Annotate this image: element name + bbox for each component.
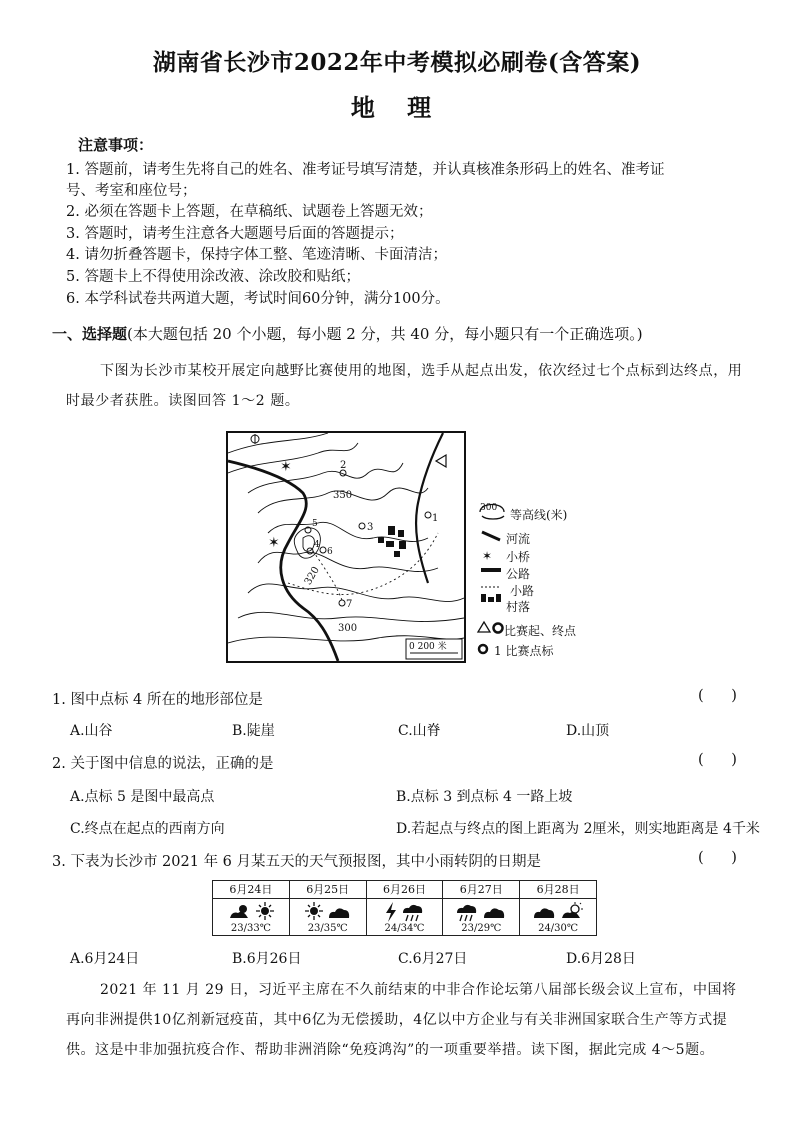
- checkpoint-5: 5: [312, 519, 318, 529]
- legend-bridge: 小桥: [506, 550, 531, 564]
- cloud-icon: [482, 902, 506, 920]
- q1-option-a: A.山谷: [70, 723, 113, 739]
- weather-temp: 23/35℃: [307, 923, 348, 934]
- notice-item: 6. 本学科试卷共两道大题，考试时间60分钟，满分100分。: [66, 291, 450, 307]
- question-intro-2: 2021 年 11 月 29 日，习近平主席在不久前结束的中非合作论坛第八届部长级会议上宣布，中国将再向非洲提供10亿剂新冠疫苗，其中6亿为无偿援助，4亿以中方企业与有关非洲国家联合生产等方式提供。这是中非加强抗疫合作、帮助非洲消除“免疫鸿沟”的一项重要举措。读下图，据此完成 4～5题。: [66, 982, 737, 1058]
- q3-option-a: A.6月24日: [70, 951, 140, 967]
- weather-date: 6月24日: [213, 881, 289, 899]
- sun-icon: [305, 902, 323, 920]
- question-3: 3. 下表为长沙市 2021 年 6 月某五天的天气预报图，其中小雨转阴的日期是: [52, 854, 542, 870]
- legend-startend: 比赛起、终点: [504, 624, 577, 638]
- checkpoint-4: 4: [314, 540, 320, 550]
- cloud-sun-icon: [560, 902, 584, 920]
- section-desc: (本大题包括 20 个小题，每小题 2 分，共 40 分，每小题只有一个正确选项。): [127, 325, 643, 343]
- contour-label-300: 300: [338, 623, 358, 634]
- svg-text:✶: ✶: [482, 549, 493, 563]
- svg-text:✶: ✶: [280, 459, 292, 475]
- notice-item: 2. 必须在答题卡上答题，在草稿纸、试题卷上答题无效；: [66, 204, 433, 220]
- section-heading: [52, 323, 643, 344]
- q3-option-d: D.6月28日: [566, 951, 636, 967]
- q2-option-c: C.终点在起点的西南方向: [70, 821, 225, 837]
- topographic-map-drawing: [228, 433, 464, 661]
- weather-day: [520, 881, 596, 935]
- scale-bar-label: 0 200 米: [409, 642, 447, 652]
- legend-village: 村落: [506, 600, 531, 614]
- notice-item: 5. 答题卡上不得使用涂改液、涂改胶和贴纸；: [66, 269, 360, 285]
- q2-option-b: B.点标 3 到点标 4 一路上坡: [396, 789, 573, 805]
- legend-path: 小路: [510, 584, 535, 598]
- checkpoint-1: 1: [432, 513, 439, 524]
- weather-date: 6月27日: [443, 881, 519, 899]
- question-2: 2. 关于图中信息的说法，正确的是: [52, 756, 274, 772]
- lightning-icon: [384, 902, 398, 922]
- weather-day: [213, 881, 290, 935]
- q3-option-c: C.6月27日: [398, 951, 468, 967]
- notice-heading: 注意事项：: [78, 136, 154, 154]
- q1-option-b: B.陡崖: [232, 723, 275, 739]
- rain-cloud-icon: [456, 902, 478, 922]
- subject-title: 地 理: [350, 93, 444, 122]
- weather-date: 6月26日: [367, 881, 443, 899]
- section-label: 一、选择题: [52, 325, 128, 343]
- q1-option-c: C.山脊: [398, 723, 441, 739]
- legend-river: 河流: [506, 532, 531, 546]
- weather-day: [443, 881, 520, 935]
- weather-temp: 24/30℃: [538, 923, 579, 934]
- q1-option-d: D.山顶: [566, 723, 610, 739]
- sun-icon: [256, 902, 274, 920]
- notice-item: 号、考室和座位号；: [66, 183, 197, 199]
- cloud-sun-icon: [228, 902, 252, 920]
- page-title: 湖南省长沙市2022年中考模拟必刷卷(含答案): [152, 49, 642, 76]
- cloud-icon: [327, 902, 351, 920]
- contour-label-350: 350: [333, 490, 353, 501]
- rain-cloud-icon: [402, 902, 424, 922]
- q2-option-a: A.点标 5 是图中最高点: [70, 789, 215, 805]
- weather-day: [290, 881, 367, 935]
- weather-date: 6月28日: [520, 881, 596, 899]
- weather-temp: 23/29℃: [461, 923, 502, 934]
- legend-contour: 等高线(米): [510, 508, 568, 522]
- weather-date: 6月25日: [290, 881, 366, 899]
- answer-paren-1: ( ): [698, 688, 737, 704]
- answer-paren-2: ( ): [698, 752, 737, 768]
- legend-checkpoint: 1 比赛点标: [494, 644, 554, 658]
- notice-item: 4. 请勿折叠答题卡，保持字体工整、笔迹清晰、卡面清洁；: [66, 247, 447, 263]
- q3-option-b: B.6月26日: [232, 951, 302, 967]
- legend-road: 公路: [506, 567, 531, 581]
- checkpoint-6: 6: [327, 547, 333, 557]
- q2-option-d: D.若起点与终点的图上距离为 2厘米，则实地距离是 4千米: [396, 821, 760, 837]
- weather-forecast-table: [212, 880, 597, 936]
- answer-paren-3: ( ): [698, 850, 737, 866]
- orienteering-map: [226, 431, 466, 663]
- weather-day: [367, 881, 444, 935]
- legend-contour-value: 300: [480, 503, 498, 513]
- contour-label-320: 320: [302, 564, 322, 587]
- weather-temp: 24/34℃: [384, 923, 425, 934]
- cloud-icon: [532, 902, 556, 920]
- checkpoint-7: 7: [346, 599, 353, 610]
- svg-text:✶: ✶: [268, 535, 280, 551]
- question-1: 1. 图中点标 4 所在的地形部位是: [52, 692, 263, 708]
- notice-item: 3. 答题时，请考生注意各大题题号后面的答题提示；: [66, 226, 404, 242]
- checkpoint-3: 3: [367, 522, 374, 533]
- checkpoint-2: 2: [340, 460, 347, 471]
- weather-temp: 23/33℃: [230, 923, 271, 934]
- notice-item: 1. 答题前，请考生先将自己的姓名、准考证号填写清楚，并认真核准条形码上的姓名、准考证: [66, 162, 665, 178]
- question-intro: 下图为长沙市某校开展定向越野比赛使用的地图，选手从起点出发，依次经过七个点标到达终点，用时最少者获胜。读图回答 1～2 题。: [66, 363, 743, 409]
